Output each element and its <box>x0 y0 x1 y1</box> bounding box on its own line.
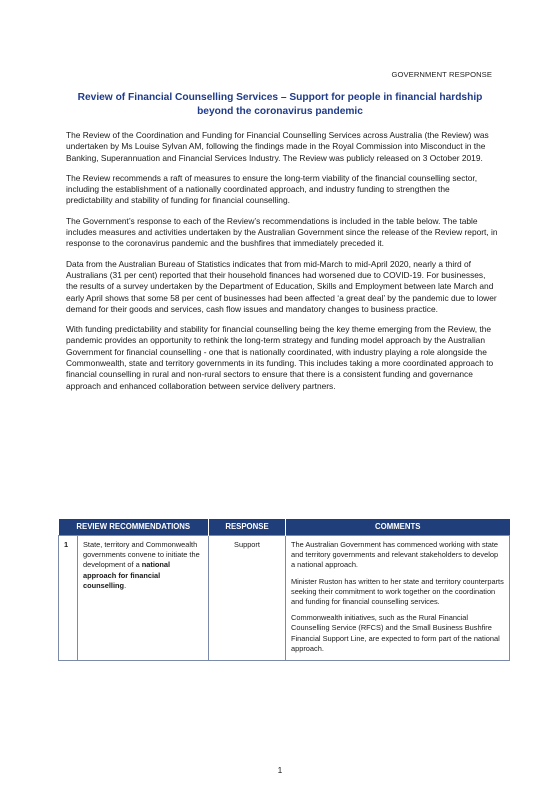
page-number: 1 <box>277 765 283 775</box>
header-review-recommendations: REVIEW RECOMMENDATIONS <box>59 519 209 536</box>
comment-paragraph: Commonwealth initiatives, such as the Rural Financial Counselling Service (RFCS) and the Small Business Bushfire Financial Support Line, are expected to form part of the national approach. <box>291 613 500 653</box>
recommendation-text-end: . <box>124 580 127 590</box>
document-title: Review of Financial Counselling Services – Support for people in financial hardship beyond the coronavirus pandemic <box>77 92 483 117</box>
paragraph: The Review recommends a raft of measures to ensure the long-term viability of the financial counselling sector, including the establishment of a nationally coordinated approach, and industry funding to strengthen the predictability and stability of funding for financial counselling. <box>66 172 478 206</box>
recommendation-number: 1 <box>59 536 78 661</box>
paragraph: The Government’s response to each of the Review’s recommendations is included in the table below. The table includes measures and activities undertaken by the Australian Government since the release of the Review report, in response to the coronavirus pandemic and the bushfires that immediately preceded it. <box>66 215 498 249</box>
comment-paragraph: Minister Ruston has written to her state and territory counterparts seeking their commitment to work together on the coordination and funding for financial counselling services. <box>291 576 504 607</box>
table-row <box>59 536 510 661</box>
paragraph: Data from the Australian Bureau of Statistics indicates that from mid-March to mid-April 2020, nearly a third of Australians (31 per cent) reported that their household finances had worsened due to COVID-19. For businesses, the results of a survey undertaken by the Department of Education, Skills and Employment between late March and early April shows that some 58 per cent of businesses had been affected ‘a great deal’ by the pandemic due to lower demand for their goods and services, cash flow issues and mandatory changes to business practice. <box>66 258 497 314</box>
comments-cell <box>286 536 510 661</box>
comment-paragraph: The Australian Government has commenced working with state and territory governments and relevant stakeholders to develop a national approach. <box>291 540 499 570</box>
recommendation-text-plain: State, territory and Commonwealth governments convene to initiate the development of a <box>83 540 200 570</box>
header-comments: COMMENTS <box>286 519 510 536</box>
body-text <box>66 130 498 401</box>
paragraph: The Review of the Coordination and Funding for Financial Counselling Services across Australia (the Review) was undertaken by Ms Louise Sylvan AM, following the findings made in the Royal Commission into Misconduct in the Banking, Superannuation and Financial Services Industry. The Review was publicly released on 3 October 2019. <box>66 130 489 163</box>
paragraph: With funding predictability and stability for financial counselling being the key theme emerging from the Review, the pandemic provides an opportunity to rethink the long-term strategy and funding model approach by the Australian Government for financial counselling - one that is nationally coordinated, with industry playing a role alongside the Commonwealth, state and territory governments in its funding. This includes taking a more coordinated approach to financial counselling in rural and non-rural sectors to ensure that there is a consistent funding and governance approach and enhanced collaboration between service delivery partners. <box>66 324 494 391</box>
table-header-row <box>59 519 510 536</box>
response-value: Support <box>209 536 286 661</box>
recommendations-table <box>58 519 510 661</box>
recommendation-text-bold: national approach for financial counselling <box>83 560 171 590</box>
document-type-label: GOVERNMENT RESPONSE <box>391 70 492 79</box>
header-response: RESPONSE <box>209 519 286 536</box>
recommendation-text <box>78 536 209 661</box>
